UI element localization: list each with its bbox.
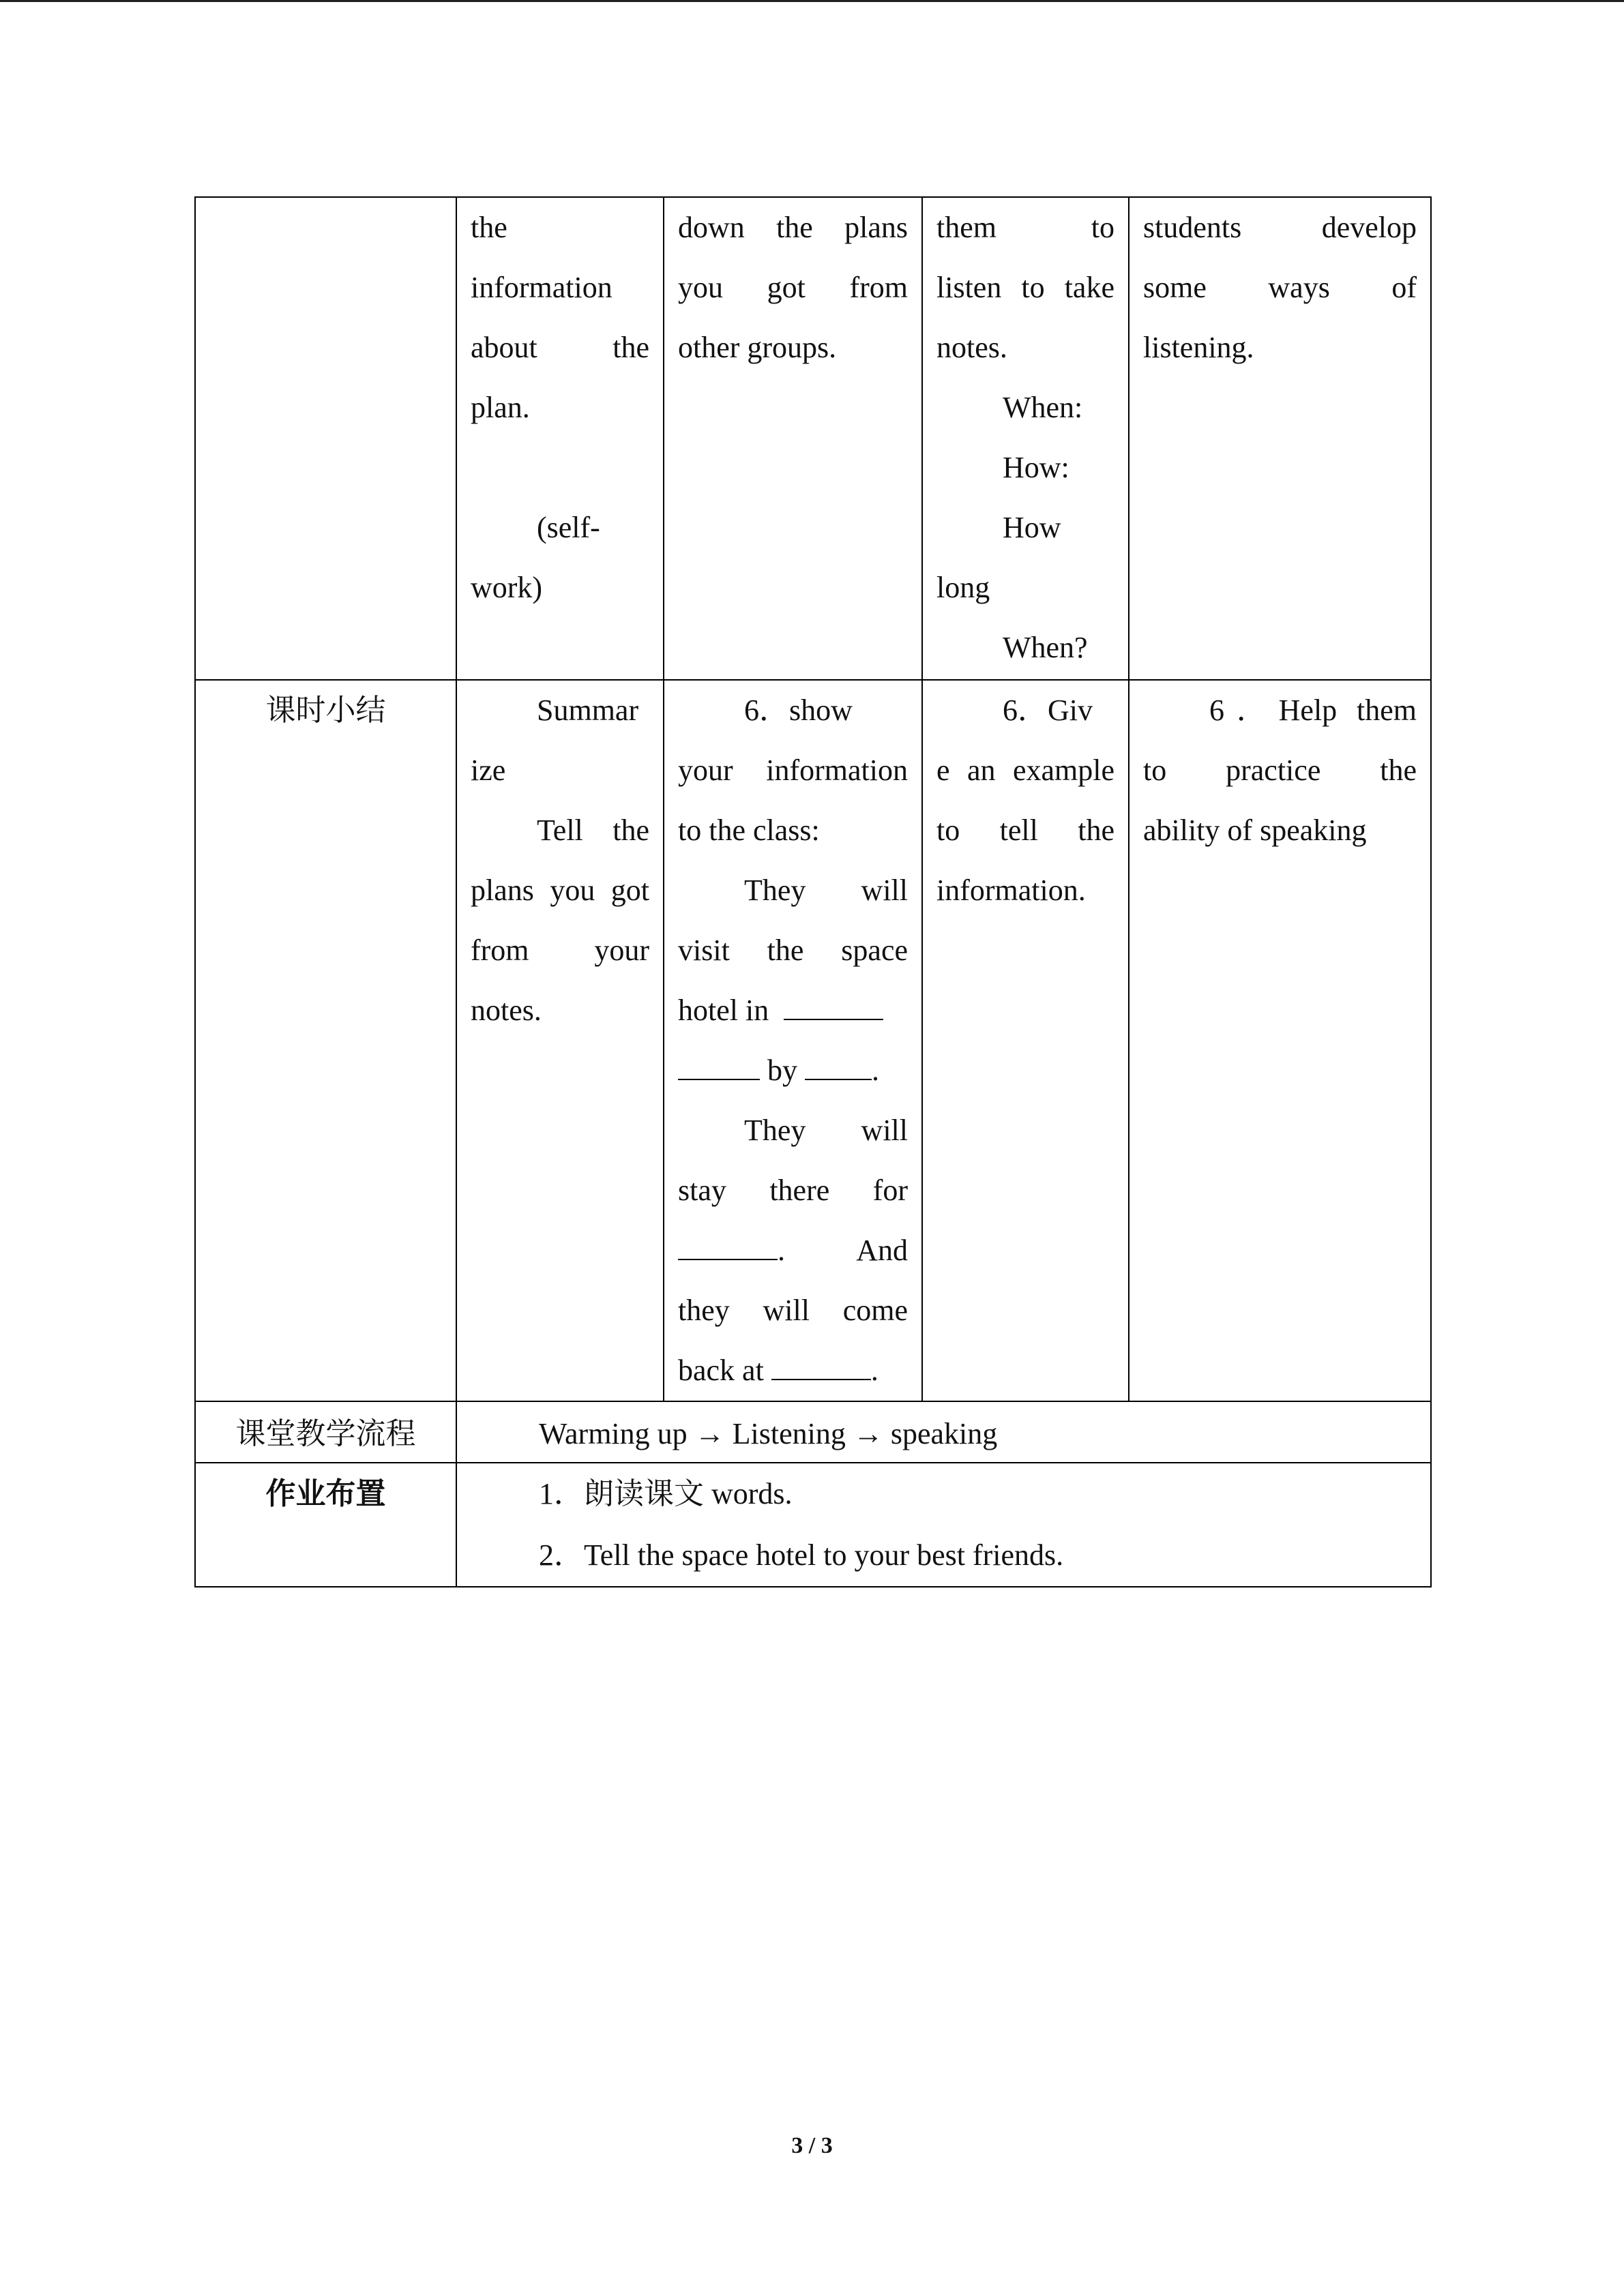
fill-blank (805, 1052, 872, 1080)
table-row (195, 197, 1431, 680)
teacher-activity-cell: 6．Giv e an example to tell the information. (922, 680, 1129, 1401)
fill-blank (784, 992, 883, 1020)
table-row (195, 680, 1431, 1401)
stage-label-cell: 课时小结 (195, 680, 456, 1401)
homework-item: 1．朗读课文 words. (539, 1477, 793, 1510)
table-row (195, 1401, 1431, 1463)
student-activity-cell: Summar ize Tell the plans you got from your notes. (456, 680, 664, 1401)
purpose-cell: 6．Help them to practice the ability of speaking (1129, 680, 1431, 1401)
flow-label-cell: 课堂教学流程 (195, 1401, 456, 1463)
page-top-border (0, 0, 1624, 2)
fill-blank (771, 1352, 871, 1380)
homework-list-cell (456, 1463, 1431, 1587)
homework-item: 2．Tell the space hotel to your best friends. (539, 1538, 1064, 1572)
teacher-activity-cell: them to listen to take notes. When: How: How long When? (922, 197, 1129, 680)
lesson-plan-table (194, 196, 1432, 1587)
fill-blank (678, 1052, 760, 1080)
flow-text-cell: Warming up → Listening → speaking (456, 1401, 1431, 1463)
stage-label-cell (195, 197, 456, 680)
task-cell: 6．show your information to the class: They will visit the space hotel in by . They will stay there for . And they will come back at . (664, 680, 922, 1401)
table-row (195, 1463, 1431, 1587)
homework-label-cell: 作业布置 (195, 1463, 456, 1587)
purpose-cell: students develop some ways of listening. (1129, 197, 1431, 680)
student-activity-cell: the information about the plan. (self- work) (456, 197, 664, 680)
page-number: 3 / 3 (791, 2133, 833, 2158)
fill-blank (678, 1232, 778, 1260)
task-cell: down the plans you got from other groups. (664, 197, 922, 680)
